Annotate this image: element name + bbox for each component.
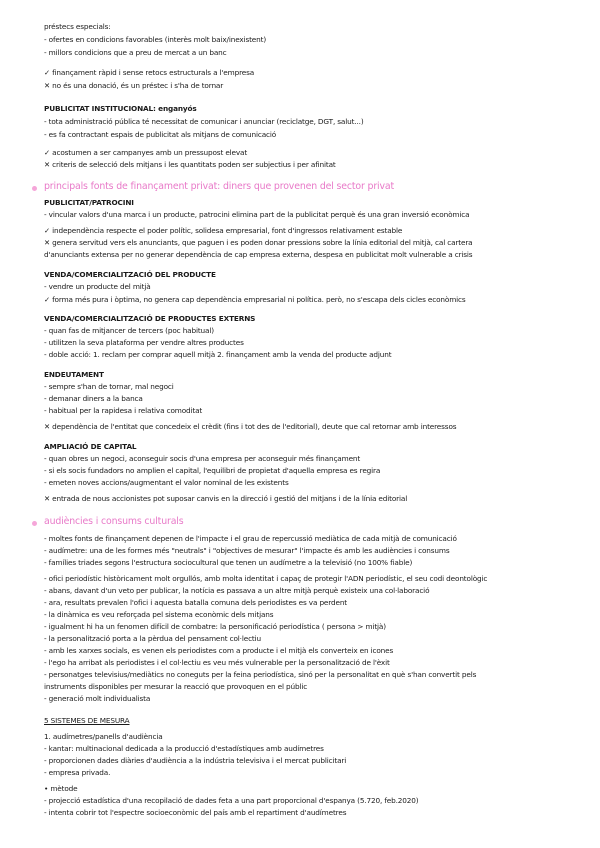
text-line: - la dinàmica es veu reforçada pel sistema econòmic dels mitjans xyxy=(44,610,274,619)
text-line: - ara, resultats prevalen l'ofici i aquesta batalla comuna dels periodistes es va perdent xyxy=(44,598,348,607)
text-line: 1. audímetres/panells d'audiència xyxy=(44,732,163,741)
text-line: - habitual per la rapidesa i relativa comoditat xyxy=(44,406,203,415)
text-line: - amb les xarxes socials, es venen els periodistes com a producte i el mitjà els converteix en icones xyxy=(44,646,394,655)
text-line: - sempre s'han de tornar, mal negoci xyxy=(44,382,174,391)
main-heading: principals fonts de finançament privat: diners que provenen del sector privat xyxy=(44,181,395,192)
text-line: - proporcionen dades diàries d'audiència a la indústria televisiva i el mercat publicitari xyxy=(44,756,347,765)
text-line: ✓ independència respecte el poder polític, solidesa empresarial, font d'ingressos relativament estable xyxy=(44,226,403,235)
text-line: - vendre un producte del mitjà xyxy=(44,282,151,291)
text-line: - kantar: multinacional dedicada a la producció d'estadístiques amb audímetres xyxy=(44,744,324,753)
text-line: - doble acció: 1. reclam per comprar aquell mitjà 2. finançament amb la venda del producte adjunt xyxy=(44,350,392,359)
text-line: - vincular valors d'una marca i un producte, patrocini elimina part de la publicitat perquè és una gran inversió econòmica xyxy=(44,210,470,219)
text-line: • mètode xyxy=(44,784,78,793)
text-line: - emeten noves accions/augmentant el valor nominal de les existents xyxy=(44,478,289,487)
text-line: préstecs especials: xyxy=(44,22,111,31)
text-line: ✕ genera servitud vers els anunciants, que paguen i es poden donar pressions sobre la línia editorial del mitjà, cal cartera xyxy=(44,238,473,247)
pink-bullet-icon xyxy=(32,186,37,191)
text-line: - intenta cobrir tot l'espectre socioeconòmic del país amb el repartiment d'audímetres xyxy=(44,808,347,817)
text-line: - projecció estadística d'una recopilació de dades feta a una part proporcional d'espanya (5.720, feb.2020) xyxy=(44,796,419,805)
main-heading: audiències i consums culturals xyxy=(44,516,184,527)
text-line: - quan obres un negoci, aconseguir socis d'una empresa per aconseguir més finançament xyxy=(44,454,361,463)
section-heading: AMPLIACIÓ DE CAPITAL xyxy=(44,442,137,451)
text-line: ✕ criteris de selecció dels mitjans i les quantitats poden ser subjectius i per afinitat xyxy=(44,160,336,169)
text-line: - personatges televisius/mediàtics no coneguts per la feina periodística, sinó per la personalitat en què s'han convertit pels xyxy=(44,670,477,679)
pink-bullet-icon xyxy=(32,521,37,526)
text-line: - tota administració pública té necessitat de comunicar i anunciar (reciclatge, DGT, salut...) xyxy=(44,117,364,126)
text-line: - es fa contractant espais de publicitat als mitjans de comunicació xyxy=(44,130,277,139)
text-line: - utilitzen la seva plataforma per vendre altres productes xyxy=(44,338,244,347)
section-heading: VENDA/COMERCIALITZACIÓ DE PRODUCTES EXTERNS xyxy=(44,314,256,323)
text-line: - si els socis fundadors no amplien el capital, l'equilibri de propietat d'aquella empresa es regira xyxy=(44,466,381,475)
text-line: - demanar diners a la banca xyxy=(44,394,143,403)
text-line: instruments disponibles per mesurar la reacció que provoquen en el públic xyxy=(44,682,308,691)
section-heading: VENDA/COMERCIALITZACIÓ DEL PRODUCTE xyxy=(44,270,216,279)
text-line: - moltes fonts de finançament depenen de l'impacte i el grau de repercussió mediàtica de cada mitjà de comunicació xyxy=(44,534,457,543)
text-line: ✕ entrada de nous accionistes pot suposar canvis en la direcció i gestió del mitjans i de la línia editorial xyxy=(44,494,408,503)
section-heading: 5 SISTEMES DE MESURA xyxy=(44,716,130,725)
text-line: - ofertes en condicions favorables (interès molt baix/inexistent) xyxy=(44,35,267,44)
text-line: - l'ego ha arribat als periodistes i el col·lectiu es veu més vulnerable per la personalització de l'èxit xyxy=(44,658,390,667)
text-line: ✕ no és una donació, és un préstec i s'ha de tornar xyxy=(44,81,224,90)
text-line: ✓ finançament ràpid i sense retocs estructurals a l'empresa xyxy=(44,68,255,77)
text-line: - abans, davant d'un veto per publicar, la notícia es passava a un altre mitjà perquè existeix una col·laboració xyxy=(44,586,430,595)
text-line: - quan fas de mitjancer de tercers (poc habitual) xyxy=(44,326,214,335)
text-line: - igualment hi ha un fenomen difícil de combatre: la personificació periodística ( persona > mitjà) xyxy=(44,622,386,631)
text-line: ✓ acostumen a ser campanyes amb un pressupost elevat xyxy=(44,148,248,157)
text-line: ✕ dependència de l'entitat que concedeix el crèdit (fins i tot des de l'editorial), deute que cal retornar amb interessos xyxy=(44,422,457,431)
text-line: - generació molt individualista xyxy=(44,694,151,703)
text-line: - audímetre: una de les formes més "neutrals" i "objectives de mesurar" l'impacte és amb les audiències i consums xyxy=(44,546,450,555)
text-line: - millors condicions que a preu de mercat a un banc xyxy=(44,48,227,57)
text-line: ✓ forma més pura i òptima, no genera cap dependència empresarial ni política. però, no s'escapa dels cicles econòmics xyxy=(44,295,466,304)
text-line: - la personalització porta a la pèrdua del pensament col·lectiu xyxy=(44,634,261,643)
text-line: - famílies triades segons l'estructura sociocultural que tenen un audímetre a la televisió (no 100% fiable) xyxy=(44,558,413,567)
text-line: - empresa privada. xyxy=(44,768,111,777)
section-heading: PUBLICITAT/PATROCINI xyxy=(44,198,134,207)
text-line: d'anunciants extensa per no generar dependència de cap empresa externa, despesa en publicitat molt vulnerable a crisis xyxy=(44,250,473,259)
section-heading: ENDEUTAMENT xyxy=(44,370,104,379)
section-heading: PUBLICITAT INSTITUCIONAL: enganyós xyxy=(44,104,197,113)
text-line: - ofici periodístic històricament molt orgullós, amb molta identitat i capaç de protegir l'ADN periodístic, el seu codi deontològic xyxy=(44,574,488,583)
